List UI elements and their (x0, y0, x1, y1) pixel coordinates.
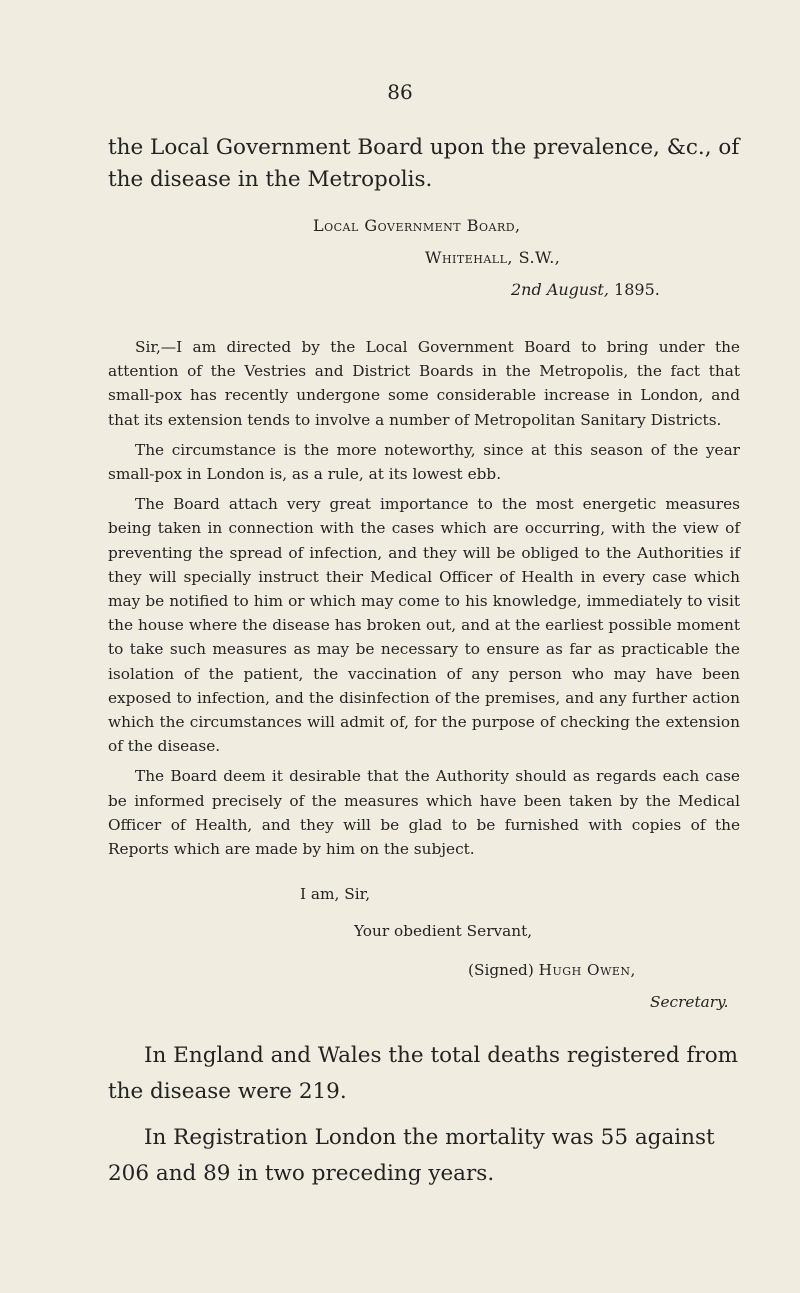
signed-prefix: (Signed) (468, 961, 539, 979)
letter-paragraph: The Board attach very great importance to the most energetic measures being taken in connection with the cases which are occurring, with the view of preventing the spread of infection, and they will be obliged to the Authorities if they will specially instruct their Medical Officer of Health in every case which may be notified to him or which may come to his knowledge, immediately to visit the house where the disease has broken out, and at the earliest possible moment to take such measures as may be necessary to ensure as far as practicable the isolation of the patient, the vaccination of any person who may have been exposed to infection, and the disinfection of the premises, and any further action which the circumstances will admit of, for the purpose of checking the extension of the disease. (108, 495, 740, 756)
signatory-name: Hugh Owen, (538, 961, 636, 979)
letter-heading-address: Whitehall, S.W., (425, 248, 561, 267)
letter-date (511, 280, 660, 299)
letter-paragraph: Sir,—I am directed by the Local Government Board to bring under the attention of the Vestries and District Boards in the Metropolis, the fact that small-pox has recently undergone some considerable increase in London, and that its extension tends to involve a number of Metropolitan Sanitary Districts. (108, 338, 740, 429)
letter-paragraph: The Board deem it desirable that the Authority should as regards each case be informed precisely of the measures which have been taken by the Medical Officer of Health, and they will be glad to be furnished with copies of the Reports which are made by him on the subject. (108, 767, 740, 859)
closing-servant: Your obedient Servant, (354, 922, 533, 940)
signature-line (468, 961, 636, 979)
closing-salutation: I am, Sir, (300, 885, 371, 903)
summary-paragraph: In Registration London the mortality was 55 against 206 and 89 in two preceding years. (108, 1125, 715, 1186)
summary-paragraph: In England and Wales the total deaths registered from the disease were 219. (108, 1043, 739, 1104)
letter-paragraph: The circumstance is the more noteworthy, since at this season of the year small-pox in London is, as a rule, at its lowest ebb. (108, 440, 740, 484)
letter-date-day: 2nd August, (511, 280, 609, 299)
summary-section-2 (108, 1120, 744, 1192)
letter-heading-board: Local Government Board, (313, 216, 521, 235)
letter-date-year: 1895. (608, 280, 660, 299)
summary-section (108, 1038, 744, 1110)
letter-body (108, 335, 740, 867)
page-number: 86 (387, 80, 413, 104)
lead-paragraph: the Local Government Board upon the prevalence, &c., of the disease in the Metropolis. (108, 135, 740, 192)
signatory-title: Secretary. (650, 993, 729, 1011)
